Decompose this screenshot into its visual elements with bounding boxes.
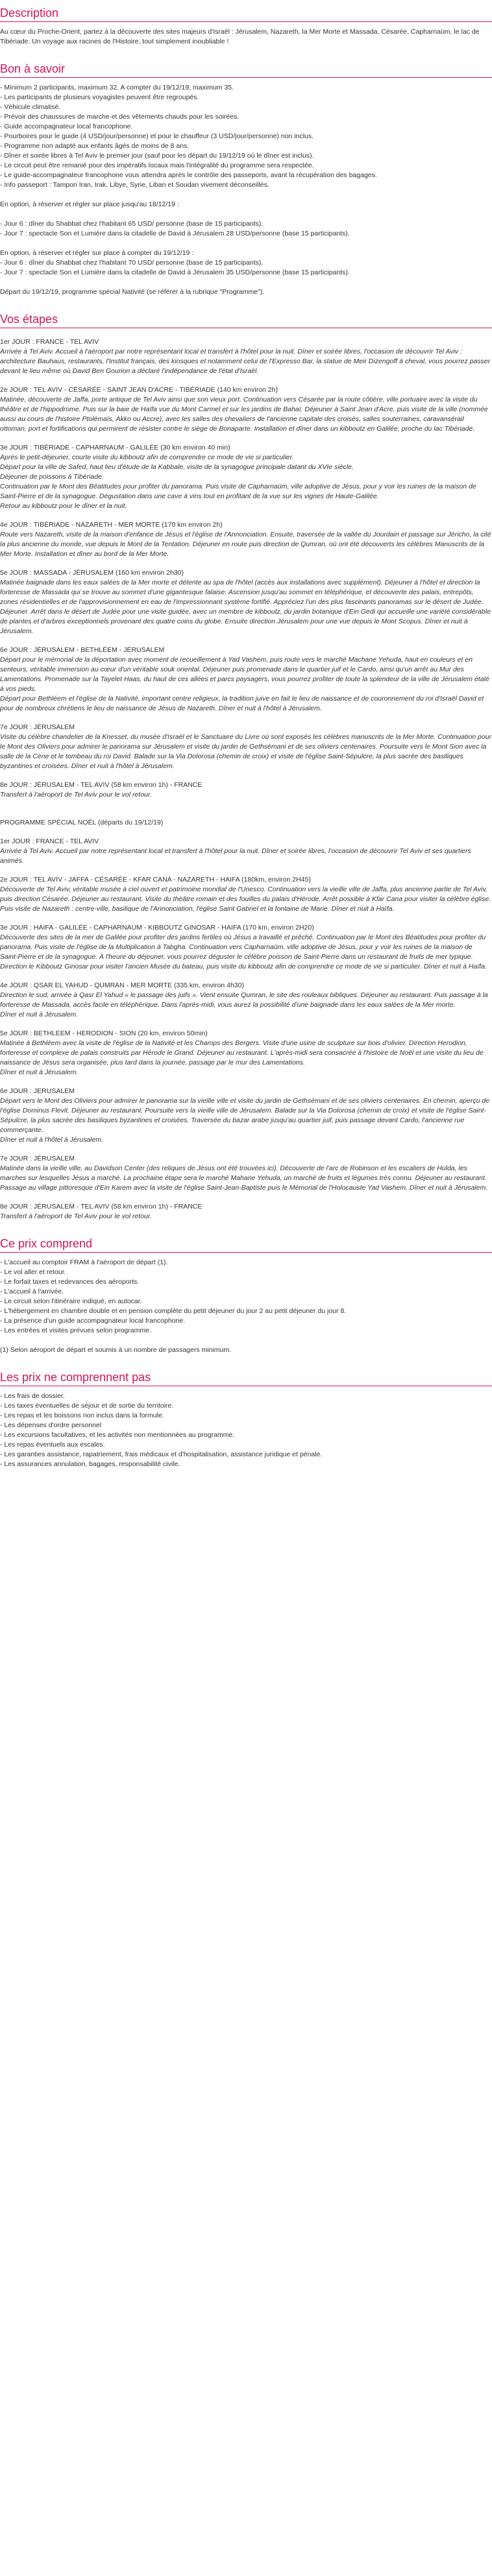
list-item: - Les excursions facultatives, et les activités non mentionnées au programme. [0, 1431, 235, 1439]
list-item: - Prévoir des chaussures de marche et des vêtements chauds pour les soirées. [0, 113, 240, 121]
day-description: Route vers Nazareth, visite de la maison d'enfance de Jésus et l'église de l'Annonciation. Ensuite, traversée de la vallée du Jourdain et passage sur Jéricho, la cité la plus ancienne du monde, vue depuis le Mont de la Tentation. Déjeuner en route puis direction de Qumran, où ont été découverts les célèbres Manuscrits de la Mer Morte. Installation et dîner au bord de la Mer Morte. [0, 531, 491, 558]
list-item: - Les dépenses d'ordre personnel [0, 1421, 102, 1429]
noel-days-list [0, 837, 492, 1222]
day-title: 6e JOUR : JÉRUSALEM - BETHLÉEM - JÉRUSALEM [0, 646, 165, 654]
option-line: - Jour 7 : spectacle Son et Lumière dans la citadelle de David à Jérusalem 28 USD/personne (base 15 participants). [0, 230, 350, 237]
itinerary-day [0, 443, 492, 511]
day-title: 5e JOUR : MASSADA - JÉRUSALEM (160 km environ 2h30) [0, 569, 184, 577]
ce-prix-comprend-title: Ce prix comprend [0, 1231, 492, 1253]
ce-prix-comprend-list [0, 1258, 492, 1336]
day-description: Matinée dans la vieille ville, au Davidson Center (des reliques de Jésus ont été trouvées ici). Découverte de l'arc de Robinson et les escaliers de Hulda, les marches sur lesquelles Jésus a marché. La prochaine étape sera le marché Mahane Yehuda, un marché de fruits et légumes très connu. Déjeuner au restaurant. Passage au village pittoresque d'Ein Karem avec la visite de l'église Saint-Jean-Baptiste puis le Mémorial de l'Holocauste Yad Vashem. Dîner et nuit à Jérusalem. [0, 1164, 488, 1192]
day-description: Direction le sud, arrivée à Qasr El Yahud « le passage des juifs ». Vient ensuite Qumran, le site des rouleaux bibliques. Déjeuner au restaurant. Puis passage à la forteresse de Massada, accès facile en téléphérique. Dans l'après-midi, vous aurez la possibilité d'une baignade dans les eaux salées de la Mer morte. Dîner et nuit à Jérusalem. [0, 991, 488, 1018]
day-description: Après le petit-déjeuner, courte visite du kibboutz afin de comprendre ce mode de vie si particulier. Départ pour la ville de Safed, haut lieu d'étude de la Kabbale, visite de la synagogue principale datant du XVIe siècle. Déjeuner de poissons à Tibériade. Continuation par le Mont des Béatitudes pour profiter du panorama. Puis visite de Capharnaüm, ville adoptive de Jésus, pour y voir les ruines de la maison de Saint-Pierre et de la synagogue. Dégustation dans une cave à vins tout en profitant de la vue sur les vignes de Haute-Galilée. Retour au kibboutz pour le dîner et la nuit. [0, 453, 476, 510]
day-description: Découverte des sites de la mer de Galilée pour profiter des jardins fertiles où Jésus a travaillé et prêché. Continuation par le Mont des Béatitudes pour profiter du panorama. Puis visite de l'église de la Multiplication à Tabgha. Continuation vers Capharnaüm, ville adoptive de Jésus, pour y voir les ruines de la maison de Saint-Pierre et de la synagogue. À l'heure du déjeuner, vous pourrez déguster le célèbre poisson de Saint-Pierre dans un restaurant de fruits de mer typique. Direction le Kibboutz Ginosar pour visiter l'ancien Musée du bateau, puis visite du kibboutz afin de comprendre ce mode de vie si particulier. Dîner et nuit à Haïfa. [0, 933, 487, 970]
list-item: - Les repas et les boissons non inclus dans la formule. [0, 1412, 164, 1419]
list-item: - Pourboires pour le guide (4 USD/jour/personne) et pour le chauffeur (3 USD/jour/personne) non inclus. [0, 132, 314, 140]
depart-note: Départ du 19/12/19, programme spécial Nativité (se référer à la rubrique "Programme"). [0, 288, 265, 296]
day-title: 8e JOUR : JÉRUSALEM - TEL AVIV (58 km environ 1h) - FRANCE [0, 781, 203, 789]
itinerary-day [0, 780, 492, 800]
itinerary-day [0, 875, 492, 914]
day-description: Visite du célèbre chandelier de la Knesset, du musée d'Israël et le Sanctuaire du Livre où sont exposés les célèbres manuscrits de la Mer Morte. Continuation pour le Mont des Oliviers pour admirer le panorama sur Jérusalem et visite du jardin de Gethsémani et de ses oliviers centenaires. Poursuite vers le Mont Sion avec la salle de la Cène et le tombeau du roi David. Balade sur la Via Dolorosa (chemin de croix) et visite de l'église Saint-Sépulcre, la plus sacrée des basiliques byzantines et croisées. Dîner et nuit à l'hôtel à Jérusalem. [0, 733, 492, 770]
list-item: - Le forfait taxes et redevances des aéroports. [0, 1278, 140, 1286]
option-intro: En option, à réserver et régler sur place à compter du 19/12/19 : [0, 249, 194, 257]
list-item: - Les participants de plusieurs voyagistes peuvent être regroupés. [0, 93, 199, 101]
list-item: - Les repas éventuels aux escales. [0, 1441, 105, 1449]
list-item: - Guide accompagnateur local francophone. [0, 123, 133, 130]
day-title: 6e JOUR : JERUSALEM [0, 1087, 75, 1095]
itinerary-day [0, 385, 492, 434]
day-title: 7e JOUR : JÉRUSALEM [0, 723, 75, 731]
list-item: - La présence d'un guide accompagnateur local francophone. [0, 1317, 186, 1325]
itinerary-day [0, 981, 492, 1020]
list-item: - Les frais de dossier. [0, 1392, 65, 1400]
itinerary-day [0, 337, 492, 376]
ne-comprennent-pas-title: Les prix ne comprennent pas [0, 1364, 492, 1386]
ce-prix-comprend-section [0, 1231, 492, 1355]
day-description: Départ pour le mémorial de la déportation avec moment de recueillement à Yad Vashem, puis route vers le marché Machane Yehuda, haut en couleurs et en senteurs, véritable immersion au cœur d'un véritable souk oriental. Déjeuner puis promenade dans le quartier juif et le Cardo, ainsi qu'un arrêt au Mur des Lamentations. Promenade sur la Tayelet Haas, du haut de ces allées et parcs paysagers, vous pourrez profiter de toute la splendeur de la ville de Jérusalem étalé à vos pieds. Départ pour Bethléem et l'église de la Nativité, important centre religieux, la tradition juive en fait le lieu de naissance et de couronnement du roi d'Israël David et pour de nombreux chrétiens le lieu de naissance de Jésus de Nazareth. Dîner et nuit à l'hôtel à Jérusalem. [0, 656, 489, 712]
option-line: - Jour 7 : spectacle Son et Lumière dans la citadelle de David à Jérusalem 35 USD/personne (base 15 participants). [0, 269, 350, 276]
description-section [0, 0, 492, 47]
day-title: 4e JOUR : QSAR EL YAHUD - QUMRAN - MER MORTE (335 km, environ 4h30) [0, 981, 244, 989]
bon-a-savoir-section [0, 56, 492, 297]
itinerary-day [0, 723, 492, 771]
day-description: Matinée, découverte de Jaffa, porte antique de Tel Aviv ainsi que son vieux port. Continuation vers Césarée par la route côtière, ville portuaire avec la visite du théâtre et de l'hippodrome. Puis sur la baie de Haïfa vue du Mont Carmel et sur les jardins de Bahaï. Déjeuner à Saint Jean d'Acre, puis visite de la ville (nommée aussi au cours de l'histoire Ptolémaïs, Akko ou Accre), avec les salles des chevaliers de l'ancienne capitale des croisés, salles souterraines, caravansérail ottoman, port et fortifications qui permirent de résister contre le siège de Bonaparte. Installation et dîner dans un kibboutz en Galilée, proche du lac Tibériade. [0, 396, 488, 433]
itinerary-day [0, 645, 492, 714]
list-item: - Info passeport : Tampon Iran, Irak, Libye, Syrie, Liban et Soudan vivement déconseillés. [0, 181, 269, 189]
day-description: Arrivée à Tel Aviv. Accueil à l'aéroport par notre représentant local et transfert à l'hôtel pour la nuit. Dîner et soirée libres, l'occasion de découvrir Tel Aviv : architecture Bauhaus, restaurants, l'Institut français, des kiosques et notamment celui de l'Expresso Bar, la statue de Meir Dizengoff à cheval, vous pourrez passer devant le lieu même où David Ben Gourion a déclaré l'indépendance de l'état d'Israël. [0, 348, 491, 375]
day-title: 4e JOUR : TIBÉRIADE - NAZARETH - MER MORTE (170 km environ 2h) [0, 521, 223, 529]
day-title: 3e JOUR : TIBÉRIADE - CAPHARNAUM - GALILÉE (30 km environ 40 min) [0, 444, 230, 451]
bon-a-savoir-list [0, 83, 492, 190]
option-intro: En option, à réserver et régler sur place jusqu'au 18/12/19 : [0, 200, 179, 208]
list-item: - Le circuit selon l'itinéraire indiqué, en autocar. [0, 1297, 142, 1305]
list-item: - Les taxes éventuelles de séjour et de sortie du territoire. [0, 1402, 174, 1410]
day-description: Transfert à l'aéroport de Tel Aviv pour le vol retour. [0, 791, 152, 799]
description-text: Au cœur du Proche-Orient, partez à la découverte des sites majeurs d'Israël : Jérusalem, Nazareth, la Mer Morte et Massada, Césarée, Capharnaüm, le lac de Tibériade. Un voyage aux racines de l'Histoire, tout simplement inoubliable ! [0, 28, 480, 45]
option-line: - Jour 6 : dîner du Shabbat chez l'habitant 70 USD/ personne (base de 15 participants). [0, 259, 264, 267]
day-description: Matinée baignade dans les eaux salées de la Mer morte et détente au spa de l'hôtel (accès aux installations avec supplément). Déjeuner à l'hôtel et direction la forteresse de Massada qui se trouve au sommet d'une gigantesque falaise. Ascension jusqu'au sommet en téléphérique, et découverte des palais, entrepôts, zones résidentielles et de l'approvisionnement en eau de l'impressionnant système fortifié. Appréciez l'un des plus fascinants panoramas sur le désert de Judée. Déjeuner. Arrêt dans le désert de Judée pour une visite guidée, avec un membre de kibboutz, du jardin botanique d'Ein Gedi qui accueille une variété considérable de plantes et d'arbres exceptionnels provenant des quatre coins du globe. Ensuite direction Jérusalem pour une vue depuis le Mont Scopus. Dîner et nuit à Jérusalem. [0, 579, 491, 635]
day-title: 2e JOUR : TEL AVIV - CÉSARÉE - SAINT JEAN D'ACRE - TIBÉRIADE (140 km environ 2h) [0, 386, 278, 394]
list-item: - Le vol aller et retour. [0, 1268, 66, 1276]
day-description: Arrivée à Tel Aviv. Accueil par notre représentant local et transfert à l'hôtel pour la nuit. Dîner et soirée libres, l'occasion de découvrir Tel Aviv et ses quartiers animés. [0, 847, 471, 865]
list-item: - Les assurances annulation, bagages, responsabilité civile. [0, 1460, 180, 1468]
vos-etapes-section [0, 306, 492, 1222]
list-item: - Les garanties assistance, rapatriement, frais médicaux et d'hospitalisation, assistance juridique et pénale. [0, 1451, 323, 1458]
list-item: - Minimum 2 participants, maximum 32. A compter du 19/12/19, maximum 35. [0, 84, 234, 91]
day-title: 2e JOUR : TEL AVIV - JAFFA - CÉSARÉE - KFAR CANA - NAZARETH - HAIFA (180km, environ 2H45) [0, 876, 311, 884]
day-description: Transfert à l'aéroport de Tel Aviv pour le vol retour. [0, 1212, 152, 1220]
ne-comprennent-pas-section [0, 1364, 492, 1469]
itinerary-day [0, 923, 492, 972]
list-item: - Programme non adapté aux enfants âgés de moins de 8 ans. [0, 142, 190, 150]
list-item: - Le guide-accompagnateur francophone vous attendra après le contrôle des passeports, avant la récupération des bagages. [0, 171, 377, 179]
day-title: 5e JOUR : BETHLEEM - HERODION - SION (20 km, environ 50min) [0, 1029, 208, 1037]
days-list [0, 337, 492, 800]
footnote: (1) Selon aéroport de départ et soumis à un nombre de passagers minimum. [0, 1346, 232, 1354]
day-title: 3e JOUR : HAIFA - GALILÉE - CAPHARNAUM - KIBBOUTZ GINOSAR - HAIFA (170 km, environ 2H20) [0, 924, 314, 932]
day-description: Découverte de Tel Aviv, véritable musée à ciel ouvert et patrimoine mondial de l'Unesco. Continuation vers la vieille ville de Jaffa, plus ancienne partie de Tel Aviv, puis direction Césarée. Déjeuner au restaurant. Visite du théâtre romain et des fouilles du palais d'Hérode. Arrêt possible à Kfar Cana pour visiter la célèbre église. Puis visite de Nazareth : centre-ville, basilique de l'Annonciation, l'église Saint Gabriel et la fontaine de Marie. Dîner et nuit à Haïfa. [0, 885, 491, 913]
list-item: - Véhicule climatisé. [0, 103, 61, 111]
list-item: - L'hébergement en chambre double et en pension complète du petit déjeuner du jour 2 au petit déjeuner du jour 8. [0, 1307, 347, 1315]
itinerary-day [0, 837, 492, 866]
itinerary-day [0, 520, 492, 559]
list-item: - Les entrées et visites prévues selon programme. [0, 1327, 151, 1334]
bon-a-savoir-title: Bon à savoir [0, 56, 492, 78]
day-description: Départ vers le Mont des Oliviers pour admirer le panorama sur la vieille ville et visite du jardin de Gethsémani et de ses oliviers centenaires. En chemin, aperçu de l'église Dominus Flevit. Déjeuner au restaurant. Poursuite vers la vieille ville de Jérusalem. Balade sur la Via Dolorosa (chemin de croix) et visite de l'église Saint-Sépulcre, la plus sacrée des basiliques byzantines et croisées. Traversée du bazar arabe jusqu'au quartier juif, puis passage devant Cardo, l'ancienne rue commerçante. Dîner et nuit à l'hôtel à Jérusalem. [0, 1097, 490, 1144]
day-title: 1er JOUR : FRANCE - TEL AVIV [0, 837, 99, 845]
description-title: Description [0, 0, 492, 22]
day-description: Matinée à Bethléem avec la visite de l'église de la Nativité et les Champs des Bergers. Visite d'une usine de sculpture sur bois d'olivier. Direction Herodion, forteresse et complexe de palais construits par Hérode le Grand. Déjeuner au restaurant. L'après-midi sera consacrée à l'histoire de Noël et une visite du lieu de naissance de Jésus sera organisée, plus tard dans la journée, passage par le mur des Lamentations. Dîner et nuit à Jérusalem. [0, 1039, 484, 1076]
list-item: - Le circuit peut être remanié pour des impératifs locaux mais l'intégralité du programme sera respectée. [0, 162, 314, 169]
ne-comprennent-pas-list [0, 1391, 492, 1469]
day-title: 7e JOUR : JÉRUSALEM [0, 1155, 75, 1162]
itinerary-day [0, 1154, 492, 1193]
noel-title: PROGRAMME SPÉCIAL NOËL (départs du 19/12/19) [0, 819, 164, 826]
itinerary-day [0, 568, 492, 636]
itinerary-day [0, 1029, 492, 1077]
list-item: - L'accueil au comptoir FRAM à l'aéroport de départ (1). [0, 1258, 168, 1266]
day-title: 8e JOUR : JÉRUSALEM - TEL AVIV (58 km environ 1h) - FRANCE [0, 1203, 203, 1210]
vos-etapes-title: Vos étapes [0, 306, 492, 328]
option-line: - Jour 6 : dîner du Shabbat chez l'habitant 65 USD/ personne (base de 15 participants). [0, 220, 264, 228]
itinerary-day [0, 1202, 492, 1222]
list-item: - L'accueil à l'arrivée. [0, 1288, 64, 1295]
list-item: - Dîner et soirée libres à Tel Aviv le premier jour (sauf pour les départ du 19/12/19 où le dîner est inclus). [0, 152, 314, 160]
day-title: 1er JOUR : FRANCE - TEL AVIV [0, 338, 99, 346]
itinerary-day [0, 1087, 492, 1145]
